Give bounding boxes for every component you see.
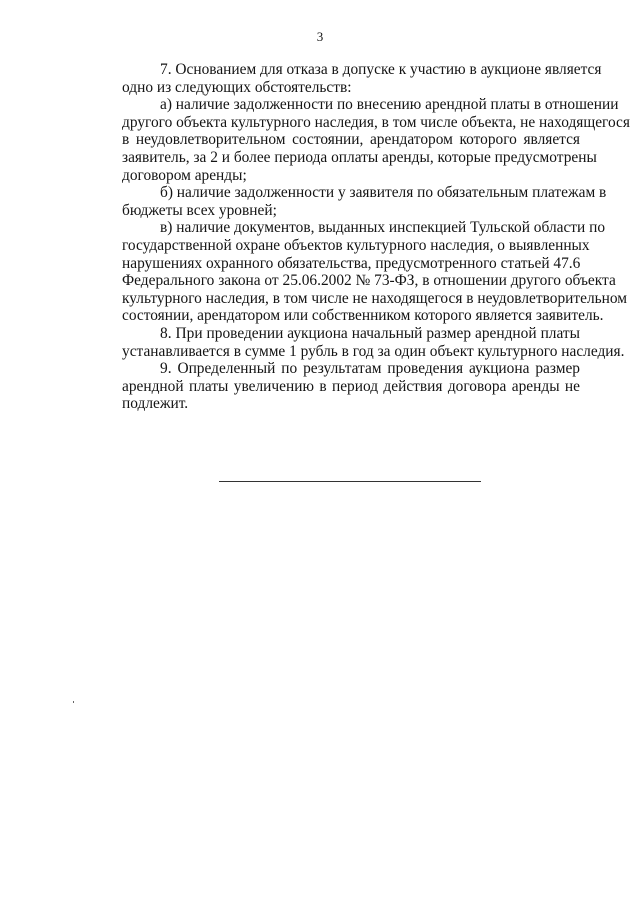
paragraph-7v: [84, 219, 628, 325]
paragraph-7: [84, 61, 602, 96]
text-line: арендной платы увеличению в период действия договора аренды не: [122, 377, 580, 395]
paragraph-7b: [84, 184, 607, 219]
paragraph-9: [84, 360, 580, 413]
text-line: б) наличие задолженности у заявителя по обязательным платежам в: [160, 184, 607, 202]
scan-mark: [73, 701, 74, 703]
text-line: одно из следующих обстоятельств:: [122, 78, 352, 96]
text-line: культурного наследия, в том числе не находящегося в неудовлетворительном: [122, 289, 628, 307]
text-line: бюджеты всех уровней;: [122, 201, 277, 219]
page-number: 3: [316, 29, 324, 44]
text-line: состоянии, арендатором или собственником которого является заявитель.: [122, 307, 604, 325]
paragraph-7a: [84, 96, 630, 184]
text-line: 8. При проведении аукциона начальный размер арендной платы: [160, 324, 580, 342]
text-line: заявитель, за 2 и более периода оплаты аренды, которые предусмотрены: [122, 148, 597, 166]
text-line: 7. Основанием для отказа в допуске к участию в аукционе является: [160, 61, 602, 78]
text-line: договором аренды;: [122, 166, 247, 184]
text-line: другого объекта культурного наследия, в том числе объекта, не находящегося: [122, 113, 630, 131]
text-line: нарушениях охранного обязательства, предусмотренного статьей 47.6: [122, 254, 581, 272]
text-line: 9. Определенный по результатам проведения аукциона размер: [160, 360, 580, 378]
text-line: в) наличие документов, выданных инспекцией Тульской области по: [160, 219, 606, 237]
end-divider: [219, 481, 481, 482]
text-line: государственной охране объектов культурного наследия, о выявленных: [122, 236, 590, 254]
text-line: подлежит.: [122, 395, 189, 413]
paragraph-8: [84, 324, 625, 360]
document-body: [84, 61, 630, 413]
text-line: устанавливается в сумме 1 рубль в год за один объект культурного наследия.: [122, 342, 625, 360]
text-line: а) наличие задолженности по внесению арендной платы в отношении: [160, 96, 619, 114]
text-line: Федерального закона от 25.06.2002 № 73-ФЗ, в отношении другого объекта: [122, 272, 616, 290]
text-line: в неудовлетворительном состоянии, арендатором которого является: [122, 131, 580, 149]
